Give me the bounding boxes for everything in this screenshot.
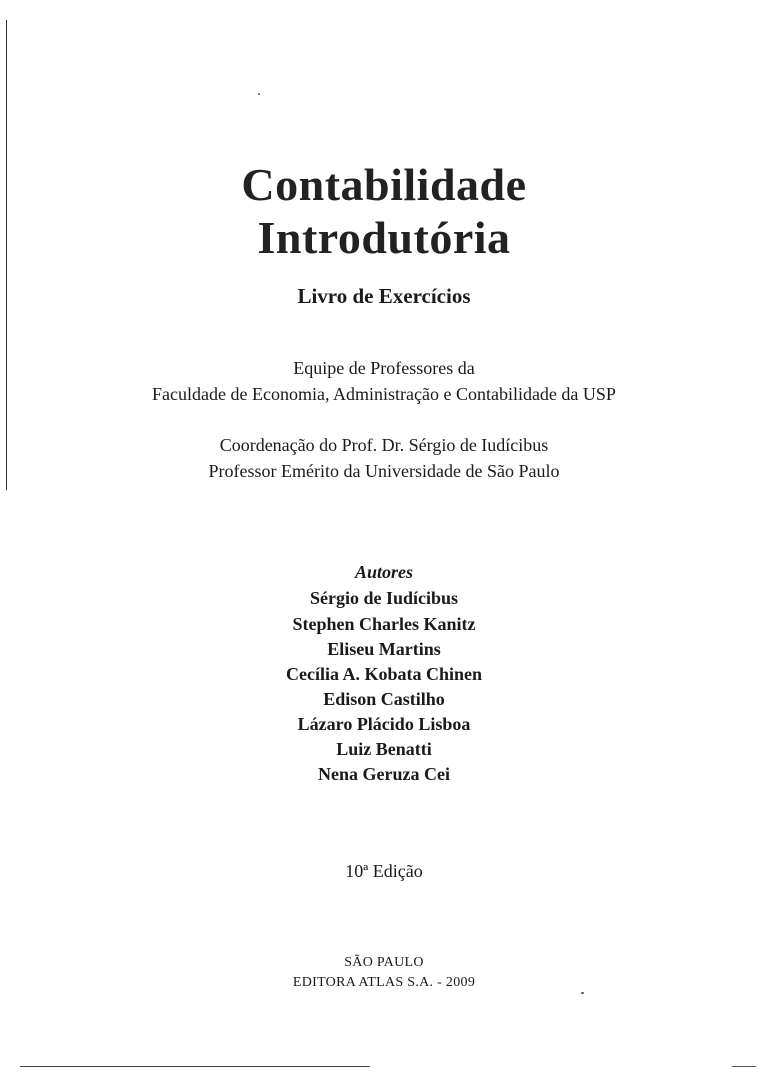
author-name: Nena Geruza Cei (318, 764, 450, 784)
team-line-2: Faculdade de Economia, Administração e Contabilidade da USP (152, 384, 616, 404)
scan-bottom-right-mark (732, 1066, 756, 1067)
scan-bottom-rule (20, 1066, 370, 1067)
book-title-line-1: Contabilidade (241, 159, 527, 210)
team-line-1: Equipe de Professores da (293, 358, 475, 378)
author-name: Lázaro Plácido Lisboa (297, 714, 471, 734)
author-name: Eliseu Martins (327, 639, 441, 659)
author-name: Sérgio de Iudícibus (309, 588, 459, 608)
author-name: Edison Castilho (323, 689, 445, 709)
scan-speck (258, 93, 260, 95)
book-subtitle: Livro de Exercícios (297, 284, 471, 308)
author-name: Stephen Charles Kanitz (292, 614, 476, 634)
author-name: Luiz Benatti (336, 739, 432, 759)
publisher-city: SÃO PAULO (344, 955, 424, 970)
coordination-line-2: Professor Emérito da Universidade de São Paulo (208, 461, 560, 481)
authors-heading: Autores (354, 562, 414, 582)
book-title-line-2: Introdutória (257, 212, 511, 263)
author-name: Cecília A. Kobata Chinen (285, 664, 482, 684)
coordination-line-1: Coordenação do Prof. Dr. Sérgio de Iudícibus (219, 435, 549, 455)
publisher-name: EDITORA ATLAS S.A. - 2009 (292, 975, 476, 990)
edition: 10ª Edição (345, 861, 423, 881)
